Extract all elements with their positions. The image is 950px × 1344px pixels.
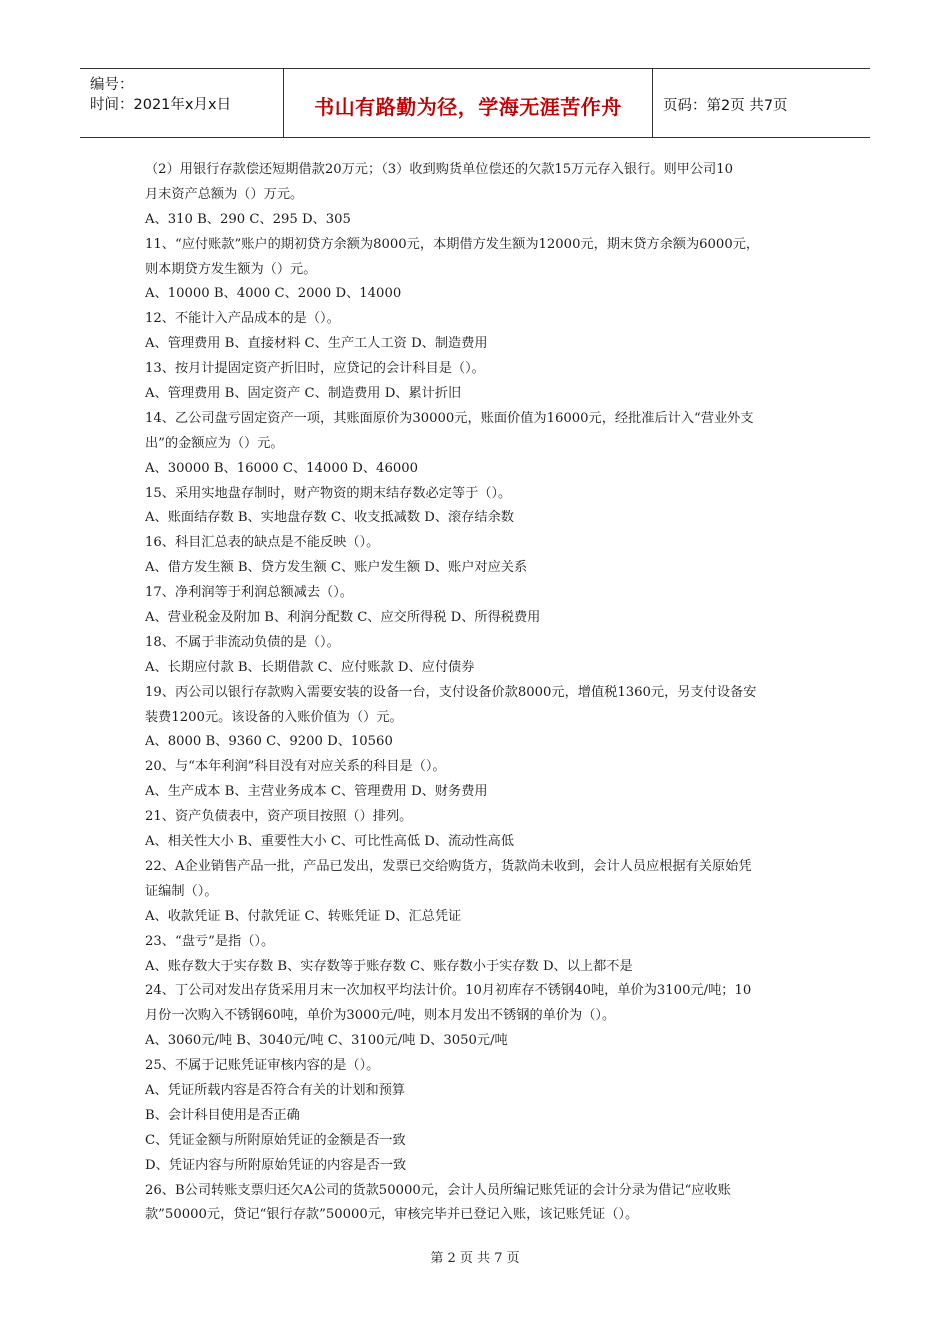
text-line: 13、按月计提固定资产折旧时，应贷记的会计科目是（）。 <box>145 361 485 377</box>
text-line: A、营业税金及附加 B、利润分配数 C、应交所得税 D、所得税费用 <box>145 610 541 626</box>
text-line: A、10000 B、4000 C、2000 D、14000 <box>145 286 402 302</box>
header-page-cell <box>653 69 870 137</box>
text-line: 证编制（）。 <box>145 883 218 899</box>
text-line: B、会计科目使用是否正确 <box>145 1107 300 1123</box>
document-body <box>145 158 815 1228</box>
text-line: A、8000 B、9360 C、9200 D、10560 <box>145 734 393 750</box>
text-line: A、收款凭证 B、付款凭证 C、转账凭证 D、汇总凭证 <box>145 908 462 924</box>
text-line: （2）用银行存款偿还短期借款20万元；（3）收到购货单位偿还的欠款15万元存入银行。则甲公司10 <box>145 162 734 177</box>
text-line: A、账面结存数 B、实地盘存数 C、收支抵减数 D、滚存结余数 <box>145 510 514 526</box>
text-line: 16、科目汇总表的缺点是不能反映（）。 <box>145 535 380 551</box>
text-line: 月份一次购入不锈钢60吨，单价为3000元/吨，则本月发出不锈钢的单价为（）。 <box>145 1008 616 1024</box>
text-line: 11、“应付账款”账户的期初贷方余额为8000元，本期借方发生额为12000元，期末贷方余额为6000元， <box>145 236 760 252</box>
text-line: 12、不能计入产品成本的是（）。 <box>145 311 340 327</box>
text-line: 月末资产总额为（）万元。 <box>145 186 304 202</box>
text-line: A、310 B、290 C、295 D、305 <box>145 211 351 227</box>
text-line: 23、“盘亏”是指（）。 <box>145 933 275 949</box>
text-line: 15、采用实地盘存制时，财产物资的期末结存数必定等于（）。 <box>145 485 512 501</box>
text-line: D、凭证内容与所附原始凭证的内容是否一致 <box>145 1157 407 1173</box>
text-line: 21、资产负债表中，资产项目按照（）排列。 <box>145 809 413 825</box>
header-info-cell <box>80 69 284 137</box>
text-line: A、生产成本 B、主营业务成本 C、管理费用 D、财务费用 <box>145 784 488 800</box>
header-motto: 书山有路勤为径，学海无涯苦作舟 <box>314 95 622 119</box>
text-line: 17、净利润等于利润总额减去（）。 <box>145 585 353 601</box>
text-line: 出”的金额应为（）元。 <box>145 435 284 451</box>
text-line: A、长期应付款 B、长期借款 C、应付账款 D、应付债券 <box>145 659 475 675</box>
header-table <box>80 68 870 138</box>
text-line: A、借方发生额 B、贷方发生额 C、账户发生额 D、账户对应关系 <box>145 560 528 576</box>
text-line: 24、丁公司对发出存货采用月末一次加权平均法计价。10月初库存不锈钢40吨，单价为3100元/吨；10 <box>145 983 752 999</box>
text-line: 26、B公司转账支票归还欠A公司的货款50000元，会计人员所编记账凭证的会计分录为借记“应收账 <box>145 1182 731 1198</box>
text-line: A、凭证所载内容是否符合有关的计划和预算 <box>145 1082 406 1098</box>
text-line: A、30000 B、16000 C、14000 D、46000 <box>145 460 419 476</box>
text-line: 18、不属于非流动负债的是（）。 <box>145 634 340 650</box>
text-line: 19、丙公司以银行存款购入需要安装的设备一台，支付设备价款8000元，增值税1360元，另支付设备安 <box>145 684 757 700</box>
text-line: A、3060元/吨 B、3040元/吨 C、3100元/吨 D、3050元/吨 <box>145 1033 508 1049</box>
text-line: A、账存数大于实存数 B、实存数等于账存数 C、账存数小于实存数 D、以上都不是 <box>145 958 633 974</box>
text-line: 14、乙公司盘亏固定资产一项，其账面原价为30000元，账面价值为16000元，经批准后计入“营业外支 <box>145 410 754 426</box>
document-number-label: 编号： <box>90 77 134 93</box>
text-line: A、管理费用 B、固定资产 C、制造费用 D、累计折旧 <box>145 386 462 402</box>
text-line: 20、与“本年利润”科目没有对应关系的科目是（）。 <box>145 759 446 775</box>
page-footer: 第 2 页 共 7 页 <box>430 1251 520 1266</box>
text-line: A、相关性大小 B、重要性大小 C、可比性高低 D、流动性高低 <box>145 834 514 850</box>
text-line: 装费1200元。该设备的入账价值为（）元。 <box>145 709 403 725</box>
text-line: C、凭证金额与所附原始凭证的金额是否一致 <box>145 1132 406 1148</box>
text-line: 款”50000元，贷记“银行存款”50000元，审核完毕并已登记入账，该记账凭证（）。 <box>145 1207 639 1223</box>
header-motto-cell <box>284 69 653 137</box>
header-page-number: 页码：第2页 共7页 <box>663 98 788 114</box>
text-line: 则本期贷方发生额为（）元。 <box>145 261 317 277</box>
text-line: A、管理费用 B、直接材料 C、生产工人工资 D、制造费用 <box>145 336 488 352</box>
document-date-label: 时间：2021年x月x日 <box>90 97 232 113</box>
text-line: 25、不属于记账凭证审核内容的是（）。 <box>145 1058 380 1074</box>
text-line: 22、A企业销售产品一批，产品已发出，发票已交给购货方，货款尚未收到，会计人员应根据有关原始凭 <box>145 858 752 874</box>
